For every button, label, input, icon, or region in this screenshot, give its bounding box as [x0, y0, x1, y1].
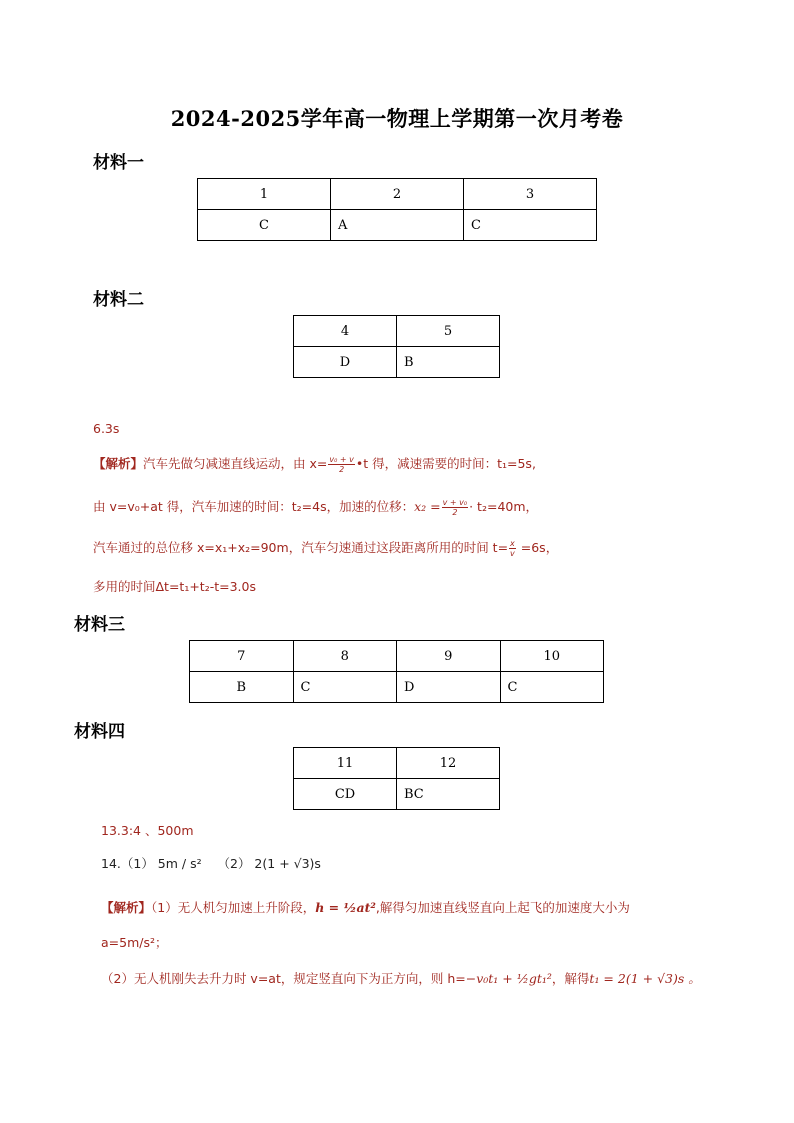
table-cell: C	[293, 672, 397, 703]
answer-table-3	[189, 640, 604, 703]
table-cell: D	[294, 347, 397, 378]
analysis-tag: 【解析】	[101, 900, 152, 915]
q14-analysis-line-1	[101, 898, 630, 916]
analysis-text: （1）无人机匀加速上升阶段，	[151, 900, 316, 915]
table-cell: A	[331, 210, 464, 241]
formula: h = ½at²	[315, 900, 376, 915]
analysis-text: 汽车先做匀减速直线运动，由 x=	[143, 456, 328, 471]
fraction: $\frac{\text{v + v₀}}{2}$	[442, 498, 468, 517]
q6-analysis-line-4: 多用的时间Δt=t₁+t₂-t=3.0s	[93, 579, 257, 594]
q6-answer: 6.3s	[93, 421, 120, 436]
table-cell: 5	[397, 316, 500, 347]
table-cell: 4	[294, 316, 397, 347]
table-cell: 1	[198, 179, 331, 210]
answer-table-2	[293, 315, 500, 378]
table-cell: BC	[397, 779, 500, 810]
table-cell: D	[397, 672, 501, 703]
answer-table-4	[293, 747, 500, 810]
formula: t₁ = 2(1 + √3)s 。	[589, 971, 701, 986]
table-cell: C	[500, 672, 604, 703]
table-cell: 7	[190, 641, 294, 672]
table-cell: 12	[397, 748, 500, 779]
formula: −v₀t₁ + ½gt₁²	[465, 971, 552, 986]
table-cell: CD	[294, 779, 397, 810]
table-cell: 9	[397, 641, 501, 672]
analysis-text: =6s，	[516, 540, 559, 555]
section-heading-1: 材料一	[93, 153, 144, 173]
q6-analysis-line-3	[93, 538, 558, 558]
page-title: 2024-2025学年高一物理上学期第一次月考卷	[170, 106, 624, 131]
table-cell: C	[464, 210, 597, 241]
analysis-text: 汽车通过的总位移 x=x₁+x₂=90m，汽车匀速通过这段距离所用的时间 t=	[93, 540, 509, 555]
table-cell: 10	[500, 641, 604, 672]
table-cell: 3	[464, 179, 597, 210]
q14-analysis-line-3	[101, 969, 701, 987]
analysis-text: 由 v=v₀+at 得，汽车加速的时间：t₂=4s，加速的位移：	[93, 499, 415, 514]
q6-analysis-line-2	[93, 497, 538, 517]
table-cell: B	[397, 347, 500, 378]
table-cell: B	[190, 672, 294, 703]
q6-analysis-line-1	[93, 454, 536, 474]
answer-table-1	[197, 178, 597, 241]
table-cell: 8	[293, 641, 397, 672]
table-cell: 11	[294, 748, 397, 779]
table-cell: 2	[331, 179, 464, 210]
analysis-text: ，解得	[551, 971, 590, 986]
q14-answer: 14.（1） 5m / s² （2） 2(1 + √3)s	[101, 856, 321, 871]
table-cell: C	[198, 210, 331, 241]
analysis-text: （2）无人机刚失去升力时 v=at，规定竖直向下为正方向，则 h=	[101, 971, 466, 986]
section-heading-2: 材料二	[93, 290, 144, 310]
formula: x₂ =	[414, 499, 441, 514]
q14-analysis-line-2: a=5m/s²；	[101, 935, 168, 950]
section-heading-3: 材料三	[74, 615, 125, 635]
analysis-text: · t₂=40m，	[469, 499, 539, 514]
analysis-tag: 【解析】	[93, 456, 144, 471]
q13-answer: 13.3:4 、500m	[101, 823, 194, 838]
fraction: $\frac{x}{v}$	[510, 539, 515, 558]
analysis-text: ,解得匀加速直线竖直向上起飞的加速度大小为	[375, 900, 630, 915]
section-heading-4: 材料四	[74, 722, 125, 742]
fraction: $\frac{\text{v₀ + v}}{2}$	[329, 455, 354, 474]
analysis-text: •t 得，减速需要的时间：t₁=5s,	[355, 456, 536, 471]
